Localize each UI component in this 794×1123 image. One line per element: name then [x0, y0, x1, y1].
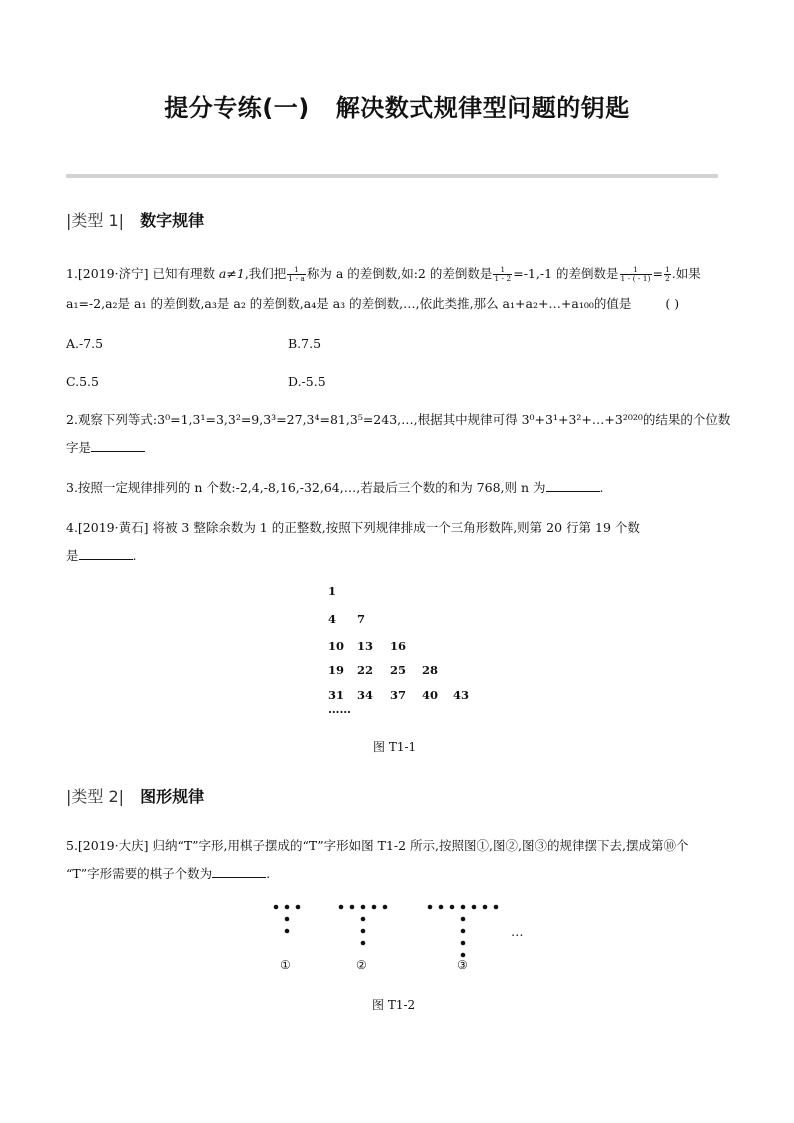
triangle-cell: 28 [422, 663, 439, 677]
t-shape-2 [339, 905, 388, 946]
triangle-ellipsis: …… [328, 702, 351, 716]
triangle-cell: 1 [328, 584, 337, 598]
title-main: 解决数式规律型问题的钥匙 [335, 94, 630, 122]
question-4-line-2: 是 . [66, 548, 137, 563]
figure-caption-t1-1: 图 T1-1 [373, 740, 417, 754]
section-1-name: 数字规律 [140, 211, 205, 230]
triangle-cell: 40 [422, 688, 439, 702]
figure-label-1: ① [280, 958, 291, 972]
question-2-line-1: 2.观察下列等式:3⁰=1,3¹=3,3²=9,3³=27,3⁴=81,3⁵=243,…,根据其中规律可得 3⁰+3¹+3²+…+3²⁰²⁰的结果的个位数 [66, 412, 731, 427]
triangle-cell: 16 [390, 639, 407, 653]
question-5-line-2: “T”字形需要的棋子个数为 . [66, 866, 271, 881]
fraction-2: $\frac{1}{1 - 2}$ [494, 265, 512, 283]
fraction-4: $\frac{1}{2}$ [664, 265, 670, 283]
section-2-label: |类型 2| [66, 787, 125, 806]
triangle-cell: 37 [390, 688, 407, 702]
figure-ellipsis: … [511, 924, 524, 939]
figure-label-2: ② [356, 958, 367, 972]
fraction-3: $\frac{1}{1 - ( - 1)}$ [620, 265, 651, 283]
triangle-cell: 10 [328, 639, 345, 653]
question-1-line-2: a₁=-2,a₂是 a₁ 的差倒数,a₃是 a₂ 的差倒数,a₄是 a₃ 的差倒数,…,依此类推,那么 a₁+a₂+…+a₁₀₀的值是 ( ) [66, 296, 680, 311]
question-2-line-2: 字是 [66, 438, 145, 458]
triangle-cell: 43 [453, 688, 470, 702]
triangle-cell: 13 [357, 639, 374, 653]
option-a: A.-7.5 [66, 336, 104, 351]
figure-caption-t1-2: 图 T1-2 [372, 998, 416, 1012]
triangle-cell: 31 [328, 688, 345, 702]
triangle-cell: 4 [328, 612, 337, 626]
triangle-cell: 25 [390, 663, 407, 677]
section-1-label: |类型 1| [66, 211, 125, 230]
option-b: B.7.5 [288, 336, 322, 351]
option-d: D.-5.5 [288, 374, 326, 389]
triangle-cell: 7 [357, 612, 366, 626]
triangle-cell: 19 [328, 663, 345, 677]
figure-label-3: ③ [457, 958, 468, 972]
title-prefix: 提分专练(一) [164, 94, 310, 122]
triangle-cell: 22 [357, 663, 374, 677]
question-5-line-1: 5.[2019·大庆] 归纳“T”字形,用棋子摆成的“T”字形如图 T1-2 所示,按照图①,图②,图③的规律摆下去,摆成第⑩个 [66, 838, 689, 853]
question-3: 3.按照一定规律排列的 n 个数:-2,4,-8,16,-32,64,…,若最后三个数的和为 768,则 n 为 . [66, 480, 604, 495]
question-4-line-1: 4.[2019·黄石] 将被 3 整除余数为 1 的正整数,按照下列规律排成一个三角形数阵,则第 20 行第 19 个数 [66, 520, 640, 535]
t-shape-1 [274, 905, 301, 934]
fraction-1: $\frac{1}{1 - a}$ [288, 265, 305, 283]
section-2-name: 图形规律 [140, 787, 205, 806]
answer-parentheses: ( ) [665, 296, 680, 311]
question-1-line-1: 1.[2019·济宁] 已知有理数 a≠1,我们把 $\frac{1}{1 - a}$ 称为 a 的差倒数,如:2 的差倒数是 $\frac{1}{1 - 2}$ =-1,-1 的差倒数是 $\frac{1}{1 - ( - 1)}$ = $\frac{1}{2}$ .如果 [66, 265, 701, 283]
t-shape-3 [428, 905, 499, 958]
option-c: C.5.5 [66, 374, 99, 389]
triangle-cell: 34 [357, 688, 374, 702]
